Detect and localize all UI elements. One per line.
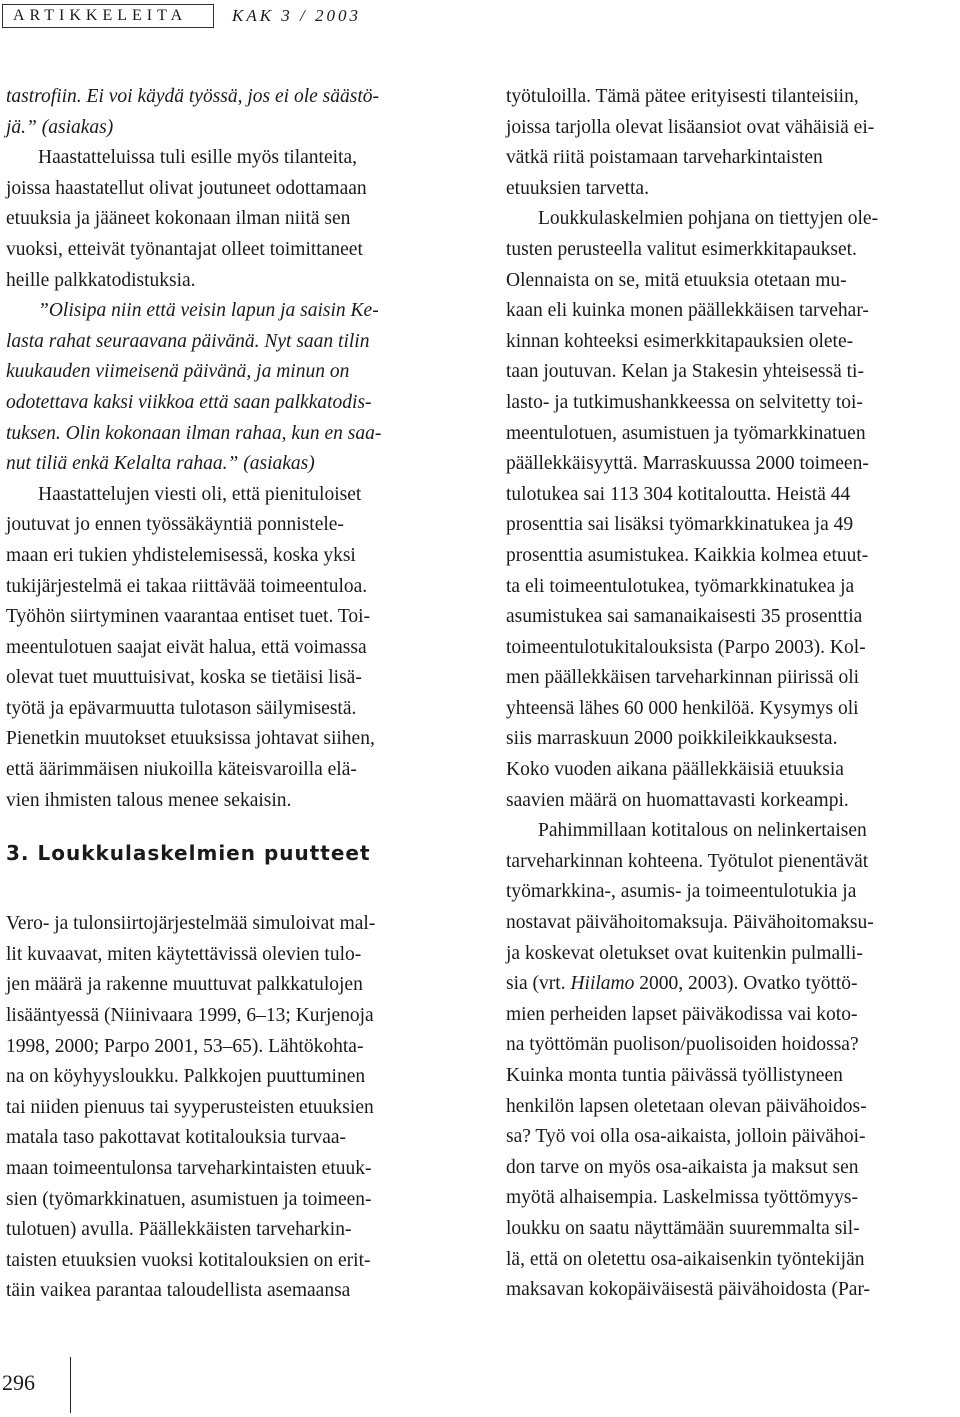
text-line: Kuinka monta tuntia päivässä työllistyneen: [506, 1065, 843, 1086]
text-line: työmarkkina-, asumis- ja toimeentulotukia ja: [506, 881, 857, 903]
text-line: heille palkkatodistuksia.: [6, 269, 196, 291]
text-line: Haastattelujen viesti oli, että pienituloiset: [38, 483, 362, 505]
text-line: odotettava kaksi viikkoa että saan palkkatodis-: [6, 391, 372, 413]
text-line: matala taso pakottavat kotitalouksia turvaa-: [6, 1127, 347, 1149]
section-heading: 3. Loukkulaskelmien puutteet: [6, 841, 371, 866]
running-header: [0, 0, 960, 30]
text-line: siis marraskuun 2000 poikkileikkauksesta.: [506, 728, 838, 750]
page-number-rule: [70, 1357, 71, 1413]
section-heading-wrap: [6, 816, 466, 895]
text-line: nostavat päivähoitomaksuja. Päivähoitomaksu-: [506, 912, 874, 934]
text-line: Olennaista on se, mitä etuuksia otetaan mu-: [506, 269, 847, 291]
section-label: ARTIKKELEITA: [2, 4, 214, 28]
right-column: [506, 82, 958, 1306]
text-line: tuksen. Olin kokonaan ilman rahaa, kun en saa-: [6, 422, 382, 444]
text-line: vätkä riitä poistamaan tarveharkintaisten: [506, 147, 823, 169]
text-line: maan eri tukien yhdistelemisessä, koska yksi: [6, 544, 356, 566]
text-line: prosenttia asumistukea. Kaikkia kolmea etuut-: [506, 544, 869, 566]
text-line: meentulotuen, asumistuen ja työmarkkinatuen: [506, 422, 866, 444]
text-line: loukku on saatu näyttämään suuremmalta sil-: [506, 1217, 860, 1239]
text-line: mien perheiden lapset päiväkodissa vai koto-: [506, 1003, 858, 1025]
text-line: sa? Työ voi olla osa-aikaista, jolloin päivähoi-: [506, 1126, 866, 1148]
text-line: päällekkäisyyttä. Marraskuussa 2000 toimeen-: [506, 453, 869, 475]
text-line: toimeentulotukitalouksista (Parpo 2003). Kol-: [506, 636, 866, 658]
text-line: Pienetkin muutokset etuuksissa johtavat siihen,: [6, 728, 375, 750]
text-line: vien ihmisten talous menee sekaisin.: [6, 789, 292, 811]
text-run: sia (vrt.: [506, 973, 571, 995]
text-line: lasto- ja tutkimushankkeessa on selvitetty toi-: [506, 391, 863, 413]
text-line: sien (työmarkkinatuen, asumistuen ja toimeen-: [6, 1188, 372, 1210]
text-line: nut tiliä enkä Kelalta rahaa.” (asiakas): [6, 453, 315, 475]
text-line: joissa haastatellut olivat joutuneet odottamaan: [6, 177, 367, 199]
left-column: [6, 82, 466, 1307]
text-line: henkilön lapsen oletetaan olevan päivähoidos-: [506, 1095, 867, 1117]
text-line: Loukkulaskelmien pohjana on tiettyjen ole-: [538, 208, 879, 230]
text-line: taisten etuuksien vuoksi kotitalouksien on erit-: [6, 1249, 371, 1271]
text-run: 2000, 2003). Ovatko työttö-: [634, 973, 858, 995]
text-line: tai niiden pienuus tai syyperusteisten etuuksien: [6, 1096, 374, 1118]
text-line: lit kuvaavat, miten käytettävissä olevien tulo-: [6, 943, 362, 965]
text-line: joutuvat jo ennen työssäkäyntiä ponnistele-: [6, 514, 344, 536]
text-line: myötä alhaisempia. Laskelmissa työttömyys-: [506, 1187, 859, 1209]
text-line: maksavan kokopäiväisestä päivähoidosta (Par-: [506, 1279, 871, 1301]
text-line: että äärimmäisen niukoilla käteisvaroilla elä-: [6, 759, 357, 781]
text-line: etuuksien tarvetta.: [506, 177, 649, 199]
text-line: Pahimmillaan kotitalous on nelinkertaisen: [538, 820, 867, 842]
text-line: tulotukea sai 113 304 kotitaloutta. Heistä 44: [506, 483, 851, 505]
text-line: ja koskevat oletukset ovat kuitenkin pulmalli-: [506, 942, 863, 964]
text-line: kuukauden viimeisenä päivänä, ja minun on: [6, 361, 350, 383]
journal-issue: KAK 3 / 2003: [232, 6, 362, 25]
text-line: vuoksi, etteivät työnantajat olleet toimittaneet: [6, 238, 363, 260]
text-line: maan toimeentulonsa tarveharkintaisten etuuk-: [6, 1158, 372, 1179]
text-line: meentulotuen saajat eivät halua, että voimassa: [6, 636, 367, 658]
text-line: na työttömän puolison/puolisoiden hoidossa?: [506, 1034, 859, 1056]
text-line: 1998, 2000; Parpo 2001, 53–65). Lähtökohta-: [6, 1035, 364, 1057]
text-line: taan joutuvan. Kelan ja Stakesin yhteisessä ti-: [506, 361, 864, 383]
text-line: [506, 969, 958, 1000]
text-line: yhteensä lähes 60 000 henkilöä. Kysymys oli: [506, 697, 859, 719]
text-line: na on köyhyysloukku. Palkkojen puuttuminen: [6, 1066, 366, 1088]
text-line: asumistukea sai samanaikaisesti 35 prosenttia: [506, 606, 863, 628]
text-line: tulotuen) avulla. Päällekkäisten tarveharkin-: [6, 1219, 352, 1241]
text-line: lä, että on oletettu osa-aikaisenkin työntekijän: [506, 1248, 865, 1270]
text-line: lasta rahat seuraavana päivänä. Nyt saan tilin: [6, 330, 370, 352]
page-number: 296: [2, 1370, 35, 1395]
text-line: tukijärjestelmä ei takaa riittävää toimeentuloa.: [6, 575, 368, 597]
text-line: jen määrä ja rakenne muuttuvat palkkatulojen: [6, 974, 363, 996]
text-line: Työhön siirtyminen vaarantaa entiset tuet. Toi-: [6, 606, 371, 628]
spacer: [6, 895, 466, 909]
text-line: jä.” (asiakas): [6, 116, 114, 138]
text-line: Haastatteluissa tuli esille myös tilanteita,: [38, 147, 357, 169]
text-line: prosenttia sai lisäksi työmarkkinatukea ja 49: [506, 514, 854, 536]
text-line: työtä ja epävarmuutta tulotason säilymisestä.: [6, 697, 357, 719]
text-line: täin vaikea parantaa taloudellista asemaansa: [6, 1280, 351, 1302]
text-line: kaan eli kuinka monen päällekkäisen tarvehar-: [506, 300, 869, 322]
text-line: tarveharkinnan kohteena. Työtulot pienentävät: [506, 850, 869, 872]
text-line: tastrofiin. Ei voi käydä työssä, jos ei ole säästö-: [6, 86, 379, 107]
text-line: etuuksia ja jääneet kokonaan ilman niitä sen: [6, 208, 351, 230]
text-line: ta eli toimeentulotukea, työmarkkinatukea ja: [506, 575, 855, 597]
text-line: kinnan kohteeksi esimerkkitapauksien olete-: [506, 330, 854, 352]
author-citation: Hiilamo: [570, 973, 635, 995]
text-line: joissa tarjolla olevat lisäansiot ovat vähäisiä ei-: [506, 116, 875, 138]
text-line: saavien määrä on huomattavasti korkeampi.: [506, 789, 849, 811]
text-line: ”Olisipa niin että veisin lapun ja saisin Ke-: [38, 300, 379, 322]
text-line: don tarve on myös osa-aikaista ja maksut sen: [506, 1156, 859, 1178]
text-line: työtuloilla. Tämä pätee erityisesti tilanteisiin,: [506, 86, 859, 107]
text-line: olevat tuet muuttuisivat, koska se tietäisi lisä-: [6, 667, 362, 689]
text-line: Vero- ja tulonsiirtojärjestelmää simuloivat mal-: [6, 913, 376, 935]
text-line: lisääntyessä (Niinivaara 1999, 6–13; Kurjenoja: [6, 1005, 374, 1027]
text-line: Koko vuoden aikana päällekkäisiä etuuksia: [506, 759, 844, 781]
text-line: tusten perusteella valitut esimerkkitapaukset.: [506, 238, 857, 260]
text-line: men päällekkäisen tarveharkinnan piirissä oli: [506, 667, 860, 689]
